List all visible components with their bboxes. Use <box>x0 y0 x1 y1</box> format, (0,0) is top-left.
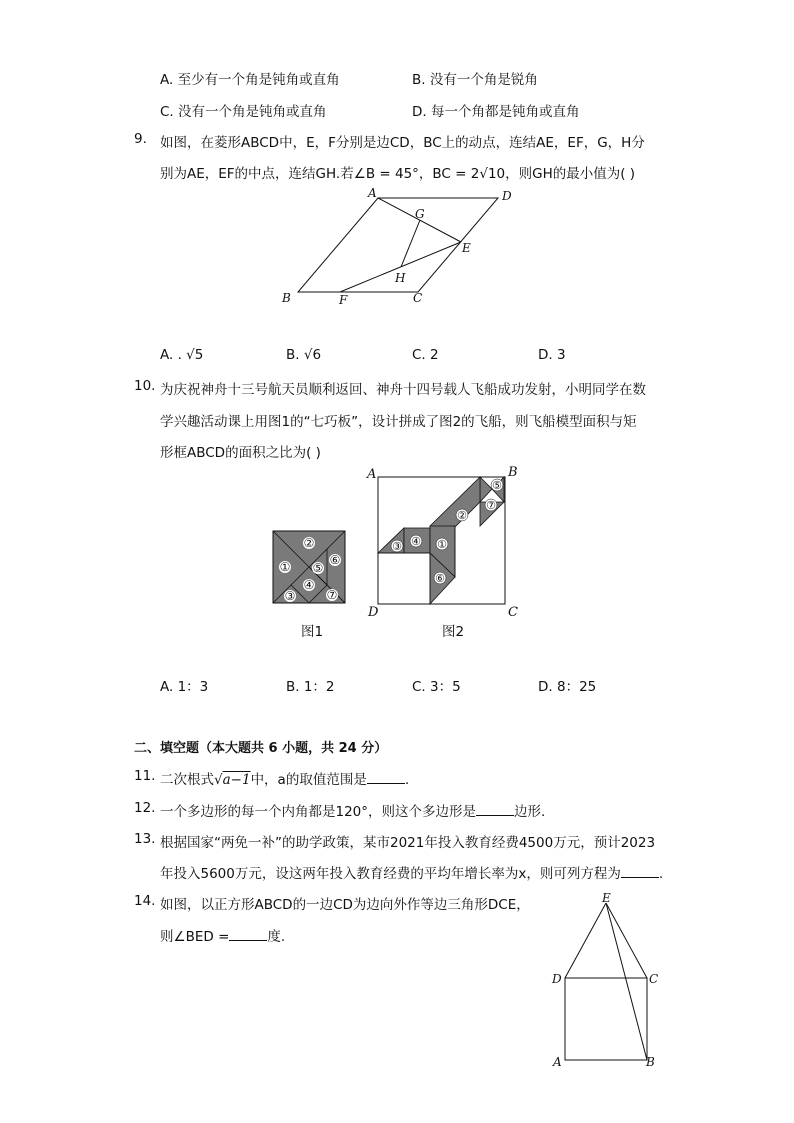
q8-option-a: A. 至少有一个角是钝角或直角 <box>160 72 340 88</box>
square-abcd <box>565 978 647 1060</box>
q11-post: 中，a的取值范围是 <box>250 772 367 788</box>
q9-option-b: B. √6 <box>286 347 322 363</box>
q14-label-e: E <box>602 891 611 905</box>
fig2-caption: 图2 <box>442 624 465 640</box>
q9-line1: 如图，在菱形ABCD中，E，F分别是边CD，BC上的动点，连结AE，EF，G，H分 <box>160 135 645 151</box>
q14-line2-post: 度. <box>267 929 286 945</box>
fig1-piece-3: ③ <box>284 589 296 603</box>
fig1-piece-7: ⑦ <box>326 588 338 602</box>
q13-number: 13. <box>134 831 156 847</box>
q11-number: 11. <box>134 768 156 784</box>
fig2-piece-1: ① <box>437 538 447 551</box>
q11-radical: √a−1 <box>214 772 251 788</box>
q8-option-d: D. 每一个角都是钝角或直角 <box>412 104 580 120</box>
fig2-label-b: B <box>508 465 518 480</box>
q10-line2: 学兴趣活动课上用图1的“七巧板”，设计拼成了图2的飞船，则飞船模型面积与矩 <box>160 414 637 430</box>
q10-option-c: C. 3：5 <box>412 679 461 695</box>
fig1-piece-1: ① <box>279 560 291 574</box>
label-a: A <box>368 186 377 200</box>
q10-line1: 为庆祝神舟十三号航天员顺利返回、神舟十四号载人飞船成功发射，小明同学在数 <box>160 382 646 398</box>
section-2-title: 二、填空题（本大题共 6 小题，共 24 分） <box>134 741 388 756</box>
segment-be <box>606 903 647 1060</box>
fig1-piece-5: ⑤ <box>312 561 324 575</box>
label-b: B <box>282 291 291 305</box>
label-f: F <box>339 293 348 307</box>
q9-option-c: C. 2 <box>412 347 439 363</box>
q13-end: . <box>658 866 664 882</box>
q11-radicand: a−1 <box>222 772 251 788</box>
q9-option-a: A. . √5 <box>160 347 204 363</box>
fig1-piece-4: ④ <box>303 578 315 592</box>
q9-option-d: D. 3 <box>538 347 566 363</box>
fig2-piece-6: ⑥ <box>435 572 445 585</box>
q9-rhombus-figure <box>270 185 530 310</box>
q12-post: 边形. <box>514 804 546 820</box>
segment-ce <box>606 903 647 978</box>
q13-line2-text: 年投入5600万元，设这两年投入教育经费的平均年增长率为x，则可列方程为 <box>160 866 621 882</box>
segment-de <box>565 903 606 978</box>
q10-option-d: D. 8：25 <box>538 679 597 695</box>
label-c: C <box>413 291 423 305</box>
fig2-piece-7: ⑦ <box>486 499 496 512</box>
q13-line2 <box>160 862 663 882</box>
q13-answer-blank[interactable] <box>621 865 659 878</box>
tangram-figure-1 <box>272 530 346 604</box>
fig2-piece-3: ③ <box>392 540 402 553</box>
q10-option-b: B. 1：2 <box>286 679 335 695</box>
fig2-piece-2: ② <box>457 509 467 522</box>
q14-label-c: C <box>649 972 659 986</box>
q12-number: 12. <box>134 800 156 816</box>
label-d: D <box>502 189 512 203</box>
spaceship-figure-2 <box>364 462 524 622</box>
q13-line1: 根据国家“两免一补”的助学政策，某市2021年投入教育经费4500万元，预计2023 <box>160 835 656 851</box>
q14-label-a: A <box>553 1055 562 1069</box>
q8-option-b: B. 没有一个角是锐角 <box>412 72 538 88</box>
fig2-label-c: C <box>508 605 518 620</box>
label-h: H <box>395 271 406 285</box>
q14-number: 14. <box>134 893 156 909</box>
q12-text <box>160 800 545 820</box>
q12-pre: 一个多边形的每一个内角都是120°，则这个多边形是 <box>160 804 477 820</box>
q10-option-a: A. 1：3 <box>160 679 209 695</box>
fig2-piece-5: ⑤ <box>492 479 502 492</box>
fig2-label-d: D <box>368 605 379 620</box>
label-e: E <box>462 241 471 255</box>
fig1-piece-2: ② <box>303 536 315 550</box>
q9-number: 9. <box>134 131 147 147</box>
q11-end: . <box>404 772 410 788</box>
q10-line3: 形框ABCD的面积之比为( ) <box>160 445 321 461</box>
q11-pre: 二次根式 <box>160 772 214 788</box>
q10-number: 10. <box>134 378 156 394</box>
q14-label-d: D <box>552 972 562 986</box>
q14-label-b: B <box>646 1055 655 1069</box>
q11-answer-blank[interactable] <box>367 771 405 784</box>
q14-square-triangle-figure <box>545 890 665 1070</box>
fig1-piece-6: ⑥ <box>329 553 341 567</box>
fig2-piece-4: ④ <box>411 535 421 548</box>
q8-option-c: C. 没有一个角是钝角或直角 <box>160 104 327 120</box>
q14-line2 <box>160 925 285 945</box>
label-g: G <box>415 207 425 221</box>
q14-line1: 如图，以正方形ABCD的一边CD为边向外作等边三角形DCE， <box>160 897 530 913</box>
q14-answer-blank[interactable] <box>229 928 267 941</box>
q14-line2-pre: 则∠BED = <box>160 929 230 945</box>
fig2-label-a: A <box>367 467 377 482</box>
fig1-caption: 图1 <box>301 624 324 640</box>
q9-line2: 别为AE，EF的中点，连结GH.若∠B = 45°，BC = 2√10，则GH的最小值为( ) <box>160 166 636 182</box>
q12-answer-blank[interactable] <box>476 803 514 816</box>
q11-text <box>160 768 409 788</box>
